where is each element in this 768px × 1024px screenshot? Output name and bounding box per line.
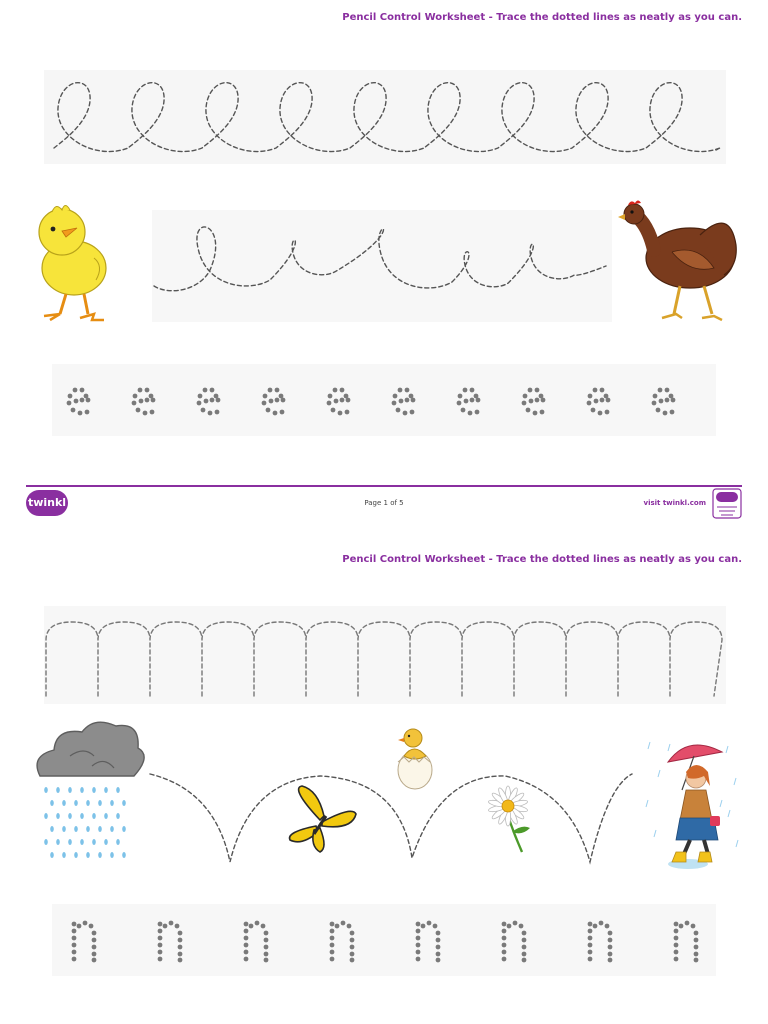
trace-dot — [416, 943, 421, 948]
trace-dot — [663, 411, 668, 416]
trace-dot — [136, 408, 141, 413]
trace-dot — [470, 388, 475, 393]
trace-dot — [264, 938, 269, 943]
trace-dot — [72, 929, 77, 934]
trace-panel-2 — [152, 210, 612, 322]
trace-dot — [606, 398, 611, 403]
trace-dot — [600, 398, 605, 403]
trace-dot — [266, 408, 271, 413]
trace-dot — [158, 936, 163, 941]
trace-dot — [671, 398, 676, 403]
trace-dot — [659, 399, 664, 404]
trace-dot — [328, 394, 333, 399]
trace-dot — [608, 938, 613, 943]
trace-dot — [522, 401, 527, 406]
trace-dot — [138, 388, 143, 393]
trace-dot — [85, 410, 90, 415]
trace-dot — [139, 399, 144, 404]
trace-panel-4 — [44, 606, 726, 704]
trace-dot — [244, 929, 249, 934]
trace-dot — [399, 399, 404, 404]
trace-dot — [507, 924, 512, 929]
trace-dot — [427, 921, 432, 926]
trace-dot — [158, 950, 163, 955]
trace-dot — [665, 388, 670, 393]
trace-dot — [330, 950, 335, 955]
trace-dot — [416, 922, 421, 927]
trace-dot — [86, 398, 91, 403]
trace-dot — [158, 929, 163, 934]
trace-dot — [396, 408, 401, 413]
trace-dot — [340, 398, 345, 403]
trace-dot — [175, 924, 180, 929]
trace-dot — [513, 921, 518, 926]
trace-dot — [522, 931, 527, 936]
hen-icon — [618, 201, 736, 321]
worksheet-header-page2: Pencil Control Worksheet - Trace the dotted lines as neatly as you can. — [342, 554, 742, 565]
trace-dot — [281, 398, 286, 403]
trace-dot — [178, 938, 183, 943]
trace-dot — [502, 936, 507, 941]
trace-dot — [78, 411, 83, 416]
worksheet-header-page1: Pencil Control Worksheet - Trace the dotted lines as neatly as you can. — [342, 12, 742, 23]
chick-icon — [39, 206, 106, 321]
trace-dot — [262, 401, 267, 406]
trace-dot — [502, 943, 507, 948]
daisy-icon — [488, 786, 530, 852]
hop-path-trace — [150, 774, 632, 862]
trace-dot — [263, 394, 268, 399]
trace-dot — [587, 401, 592, 406]
trace-dot — [502, 922, 507, 927]
trace-dot — [436, 931, 441, 936]
trace-dot — [244, 950, 249, 955]
trace-dot — [350, 952, 355, 957]
trace-dot — [685, 921, 690, 926]
trace-dot — [540, 410, 545, 415]
trace-dot — [608, 945, 613, 950]
trace-dot — [80, 398, 85, 403]
trace-dot — [436, 952, 441, 957]
trace-dot — [163, 924, 168, 929]
trace-dot — [346, 398, 351, 403]
trace-dot — [529, 399, 534, 404]
trace-dot — [523, 394, 528, 399]
trace-dot — [335, 924, 340, 929]
trace-dot — [340, 388, 345, 393]
trace-dot — [593, 924, 598, 929]
trace-dot — [519, 924, 524, 929]
trace-dot — [588, 929, 593, 934]
trace-dot — [522, 958, 527, 963]
trace-dot — [67, 401, 72, 406]
trace-dot — [255, 921, 260, 926]
trace-dot — [588, 957, 593, 962]
hatching-chick-icon — [398, 729, 432, 789]
trace-dot — [151, 398, 156, 403]
trace-dot — [331, 408, 336, 413]
trace-dot — [178, 931, 183, 936]
trace-dot — [83, 921, 88, 926]
trace-dot — [535, 398, 540, 403]
trace-dot — [588, 943, 593, 948]
trace-dot — [92, 938, 97, 943]
trace-dot — [341, 921, 346, 926]
butterfly-icon — [290, 786, 356, 852]
trace-dot — [264, 952, 269, 957]
trace-dot — [145, 388, 150, 393]
trace-dot — [92, 945, 97, 950]
trace-dot — [169, 921, 174, 926]
trace-dot — [244, 936, 249, 941]
trace-dot — [665, 398, 670, 403]
trace-dot — [72, 950, 77, 955]
trace-dot — [608, 958, 613, 963]
trace-dot — [89, 924, 94, 929]
trace-dot — [670, 410, 675, 415]
trace-dot — [405, 398, 410, 403]
trace-dot — [608, 952, 613, 957]
trace-dot — [350, 945, 355, 950]
trace-dot — [398, 388, 403, 393]
trace-dot — [470, 398, 475, 403]
trace-dot — [410, 410, 415, 415]
trace-dot — [275, 388, 280, 393]
trace-dot — [475, 410, 480, 415]
trace-dot — [198, 394, 203, 399]
trace-dot — [345, 410, 350, 415]
trace-dot — [197, 401, 202, 406]
trace-dot — [411, 398, 416, 403]
trace-dot — [541, 398, 546, 403]
trace-dot — [347, 924, 352, 929]
rain-cloud-icon — [37, 722, 144, 858]
trace-dot — [588, 936, 593, 941]
trace-dot — [204, 399, 209, 404]
trace-dot — [674, 936, 679, 941]
trace-dot — [461, 408, 466, 413]
trace-dot — [463, 388, 468, 393]
trace-dot — [249, 924, 254, 929]
trace-dot — [73, 388, 78, 393]
trace-dot — [327, 401, 332, 406]
trace-dot — [656, 408, 661, 413]
trace-dot — [264, 945, 269, 950]
trace-dot — [133, 394, 138, 399]
page-number: Page 1 of 5 — [364, 499, 404, 507]
trace-dot — [210, 388, 215, 393]
trace-dot — [350, 958, 355, 963]
trace-dot — [92, 952, 97, 957]
trace-dot — [674, 922, 679, 927]
trace-dot — [338, 411, 343, 416]
trace-dot — [600, 388, 605, 393]
trace-dot — [132, 401, 137, 406]
trace-dot — [273, 411, 278, 416]
trace-dot — [178, 958, 183, 963]
trace-dot — [433, 924, 438, 929]
trace-dot — [694, 958, 699, 963]
trace-dot — [275, 398, 280, 403]
trace-dot — [215, 410, 220, 415]
trace-panel-5 — [52, 904, 716, 976]
footer-divider — [26, 485, 742, 487]
trace-dot — [502, 957, 507, 962]
trace-dot — [458, 394, 463, 399]
trace-dot — [598, 411, 603, 416]
trace-dot — [393, 394, 398, 399]
trace-dot — [334, 399, 339, 404]
trace-dot — [80, 388, 85, 393]
trace-dot — [92, 958, 97, 963]
trace-dot — [261, 924, 266, 929]
trace-dot — [158, 943, 163, 948]
trace-dot — [476, 398, 481, 403]
trace-dot — [526, 408, 531, 413]
trace-dot — [330, 936, 335, 941]
trace-dot — [593, 388, 598, 393]
trace-dot — [392, 401, 397, 406]
trace-dot — [658, 388, 663, 393]
trace-dot — [280, 410, 285, 415]
trace-dot — [588, 922, 593, 927]
trace-dot — [691, 924, 696, 929]
trace-dot — [502, 929, 507, 934]
twinkl-logo[interactable]: twinkl — [26, 490, 68, 516]
trace-dot — [71, 408, 76, 413]
trace-dot — [150, 410, 155, 415]
trace-dot — [436, 938, 441, 943]
trace-dot — [464, 399, 469, 404]
trace-dot — [158, 922, 163, 927]
trace-dot — [330, 957, 335, 962]
trace-dot — [522, 952, 527, 957]
trace-dot — [268, 388, 273, 393]
trace-dot — [145, 398, 150, 403]
trace-dot — [591, 408, 596, 413]
trace-dot — [269, 399, 274, 404]
trace-dot — [72, 922, 77, 927]
trace-dot — [605, 924, 610, 929]
trace-dot — [674, 950, 679, 955]
trace-dot — [333, 388, 338, 393]
trace-dot — [330, 943, 335, 948]
trace-dot — [679, 924, 684, 929]
trace-dot — [158, 957, 163, 962]
trace-dot — [178, 952, 183, 957]
trace-dot — [533, 411, 538, 416]
trace-dot — [421, 924, 426, 929]
trace-dot — [416, 929, 421, 934]
trace-dot — [264, 931, 269, 936]
trace-dot — [203, 388, 208, 393]
trace-dot — [468, 411, 473, 416]
trace-dot — [594, 399, 599, 404]
trace-dot — [264, 958, 269, 963]
trace-dot — [201, 408, 206, 413]
trace-dot — [77, 924, 82, 929]
trace-dot — [416, 957, 421, 962]
trace-dot — [216, 398, 221, 403]
trace-dot — [674, 929, 679, 934]
trace-dot — [605, 410, 610, 415]
trace-dot — [502, 950, 507, 955]
trace-dot — [244, 943, 249, 948]
trace-dot — [522, 938, 527, 943]
trace-dot — [330, 922, 335, 927]
trace-dot — [350, 931, 355, 936]
trace-dot — [528, 388, 533, 393]
trace-dot — [694, 931, 699, 936]
trace-dot — [72, 957, 77, 962]
trace-dot — [208, 411, 213, 416]
trace-dot — [405, 388, 410, 393]
trace-dot — [535, 388, 540, 393]
trace-dot — [599, 921, 604, 926]
girl-umbrella-icon — [646, 742, 738, 869]
trace-dot — [68, 394, 73, 399]
trace-dot — [244, 922, 249, 927]
trace-dot — [143, 411, 148, 416]
trace-dot — [652, 401, 657, 406]
trace-dot — [653, 394, 658, 399]
trace-dot — [608, 931, 613, 936]
trace-dot — [436, 958, 441, 963]
trace-dot — [694, 945, 699, 950]
trace-dot — [674, 943, 679, 948]
trace-dot — [457, 401, 462, 406]
trace-dot — [72, 936, 77, 941]
trace-dot — [403, 411, 408, 416]
trace-dot — [416, 950, 421, 955]
trace-dot — [350, 938, 355, 943]
trace-dot — [674, 957, 679, 962]
trace-dot — [92, 931, 97, 936]
trace-dot — [210, 398, 215, 403]
trace-dot — [416, 936, 421, 941]
trace-dot — [588, 950, 593, 955]
trace-dot — [694, 938, 699, 943]
visit-twinkl-link[interactable]: visit twinkl.com — [643, 499, 706, 507]
trace-dot — [588, 394, 593, 399]
trace-dot — [178, 945, 183, 950]
trace-dot — [694, 952, 699, 957]
trace-dot — [522, 945, 527, 950]
trace-dot — [330, 929, 335, 934]
trace-dot — [436, 945, 441, 950]
trace-dot — [74, 399, 79, 404]
trace-panel-1 — [44, 70, 726, 164]
trace-dot — [244, 957, 249, 962]
trace-dot — [72, 943, 77, 948]
